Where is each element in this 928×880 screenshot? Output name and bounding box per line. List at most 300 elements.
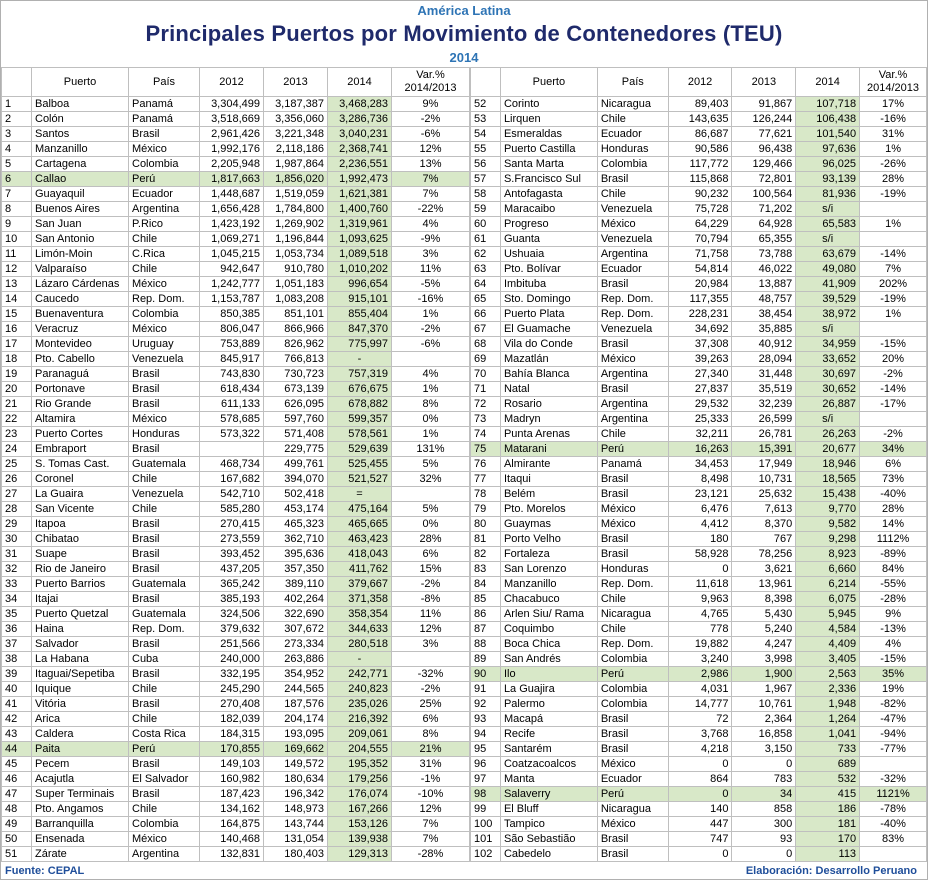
cell-port: Puerto Castilla bbox=[500, 142, 597, 157]
cell-2013: 402,264 bbox=[264, 592, 328, 607]
cell-2013: 193,095 bbox=[264, 727, 328, 742]
cell-port: S. Tomas Cast. bbox=[32, 457, 129, 472]
cell-2014: 1,400,760 bbox=[328, 202, 392, 217]
cell-port: Montevideo bbox=[32, 337, 129, 352]
cell-2012: 182,039 bbox=[200, 712, 264, 727]
cell-2012: 1,992,176 bbox=[200, 142, 264, 157]
cell-country: Ecuador bbox=[597, 262, 668, 277]
cell-country: Perú bbox=[597, 442, 668, 457]
cell-rank: 60 bbox=[471, 217, 501, 232]
cell-2013: 673,139 bbox=[264, 382, 328, 397]
cell-2012: 228,231 bbox=[668, 307, 732, 322]
cell-2013: 78,256 bbox=[732, 547, 796, 562]
cell-2013: 322,690 bbox=[264, 607, 328, 622]
col-var-header-line1: Var.% bbox=[416, 69, 445, 81]
cell-rank: 13 bbox=[2, 277, 32, 292]
cell-port: Haina bbox=[32, 622, 129, 637]
cell-var: 84% bbox=[860, 562, 927, 577]
cell-2012: 132,831 bbox=[200, 847, 264, 862]
cell-2012: 437,205 bbox=[200, 562, 264, 577]
table-row bbox=[471, 727, 927, 742]
table-row bbox=[471, 157, 927, 172]
cell-var: -15% bbox=[860, 652, 927, 667]
ports-table-right bbox=[470, 67, 927, 862]
cell-rank: 97 bbox=[471, 772, 501, 787]
cell-rank: 67 bbox=[471, 322, 501, 337]
cell-country: Brasil bbox=[597, 472, 668, 487]
cell-rank: 69 bbox=[471, 352, 501, 367]
table-row bbox=[2, 847, 470, 862]
cell-country: Colombia bbox=[129, 307, 200, 322]
cell-port: Buenaventura bbox=[32, 307, 129, 322]
cell-2013: 31,448 bbox=[732, 367, 796, 382]
cell-port: Altamira bbox=[32, 412, 129, 427]
cell-port: Mazatlán bbox=[500, 352, 597, 367]
cell-2013: 0 bbox=[732, 847, 796, 862]
table-row bbox=[2, 682, 470, 697]
cell-2014: 49,080 bbox=[796, 262, 860, 277]
cell-2014: 415 bbox=[796, 787, 860, 802]
cell-2014: 96,025 bbox=[796, 157, 860, 172]
table-row bbox=[2, 277, 470, 292]
cell-2012: 70,794 bbox=[668, 232, 732, 247]
col-port-header: Puerto bbox=[32, 68, 129, 97]
cell-var: 12% bbox=[392, 802, 470, 817]
cell-var: 1% bbox=[392, 427, 470, 442]
cell-var: 13% bbox=[392, 157, 470, 172]
cell-2012: 4,765 bbox=[668, 607, 732, 622]
cell-2013: 73,788 bbox=[732, 247, 796, 262]
cell-var: -2% bbox=[860, 367, 927, 382]
cell-2012: 8,498 bbox=[668, 472, 732, 487]
cell-2014: 1,264 bbox=[796, 712, 860, 727]
cell-2014: 176,074 bbox=[328, 787, 392, 802]
cell-country: Chile bbox=[129, 682, 200, 697]
cell-port: Recife bbox=[500, 727, 597, 742]
cell-2012: 251,566 bbox=[200, 637, 264, 652]
cell-2012: 332,195 bbox=[200, 667, 264, 682]
cell-rank: 55 bbox=[471, 142, 501, 157]
cell-port: Lirquen bbox=[500, 112, 597, 127]
cell-rank: 98 bbox=[471, 787, 501, 802]
cell-2014: 689 bbox=[796, 757, 860, 772]
cell-var: 9% bbox=[860, 607, 927, 622]
cell-var: -2% bbox=[392, 112, 470, 127]
cell-2013: 307,672 bbox=[264, 622, 328, 637]
table-row bbox=[471, 142, 927, 157]
cell-var: 34% bbox=[860, 442, 927, 457]
cell-2012: 134,162 bbox=[200, 802, 264, 817]
cell-2014: 4,584 bbox=[796, 622, 860, 637]
cell-var: -32% bbox=[860, 772, 927, 787]
cell-port: Colón bbox=[32, 112, 129, 127]
cell-port: Puerto Quetzal bbox=[32, 607, 129, 622]
table-row bbox=[2, 292, 470, 307]
cell-rank: 94 bbox=[471, 727, 501, 742]
cell-port: Rio Grande bbox=[32, 397, 129, 412]
cell-var: 131% bbox=[392, 442, 470, 457]
cell-var: -16% bbox=[392, 292, 470, 307]
table-row bbox=[2, 532, 470, 547]
cell-var: 6% bbox=[392, 547, 470, 562]
cell-country: Chile bbox=[597, 187, 668, 202]
table-row bbox=[2, 307, 470, 322]
cell-country: Argentina bbox=[597, 412, 668, 427]
cell-var: -55% bbox=[860, 577, 927, 592]
cell-2013: 1,900 bbox=[732, 667, 796, 682]
cell-port: Ilo bbox=[500, 667, 597, 682]
cell-country: México bbox=[597, 352, 668, 367]
cell-country: Cuba bbox=[129, 652, 200, 667]
cell-port: Pto. Cabello bbox=[32, 352, 129, 367]
cell-2014: 757,319 bbox=[328, 367, 392, 382]
cell-var: 15% bbox=[392, 562, 470, 577]
cell-2014: 30,652 bbox=[796, 382, 860, 397]
cell-port: Caucedo bbox=[32, 292, 129, 307]
cell-country: Chile bbox=[597, 622, 668, 637]
cell-2012: 578,685 bbox=[200, 412, 264, 427]
cell-port: Santa Marta bbox=[500, 157, 597, 172]
cell-rank: 24 bbox=[2, 442, 32, 457]
table-row bbox=[471, 337, 927, 352]
cell-port: Itapoa bbox=[32, 517, 129, 532]
cell-var: -78% bbox=[860, 802, 927, 817]
cell-rank: 1 bbox=[2, 97, 32, 112]
cell-2012: 864 bbox=[668, 772, 732, 787]
col-var-header bbox=[392, 68, 470, 97]
cell-2012: 942,647 bbox=[200, 262, 264, 277]
cell-rank: 56 bbox=[471, 157, 501, 172]
cell-var: -19% bbox=[860, 187, 927, 202]
cell-2012: 71,758 bbox=[668, 247, 732, 262]
cell-2013: 7,613 bbox=[732, 502, 796, 517]
cell-2012: 747 bbox=[668, 832, 732, 847]
cell-rank: 86 bbox=[471, 607, 501, 622]
cell-country: México bbox=[129, 277, 200, 292]
cell-2012: 3,240 bbox=[668, 652, 732, 667]
cell-port: Santarém bbox=[500, 742, 597, 757]
cell-rank: 91 bbox=[471, 682, 501, 697]
cell-2014: 1,089,518 bbox=[328, 247, 392, 262]
cell-port: Natal bbox=[500, 382, 597, 397]
cell-2014: 181 bbox=[796, 817, 860, 832]
cell-port: Coronel bbox=[32, 472, 129, 487]
cell-2012: 270,415 bbox=[200, 517, 264, 532]
cell-var: 35% bbox=[860, 667, 927, 682]
table-row bbox=[471, 247, 927, 262]
cell-country: Brasil bbox=[129, 382, 200, 397]
cell-2013: 4,247 bbox=[732, 637, 796, 652]
cell-2014: 33,652 bbox=[796, 352, 860, 367]
cell-2014: 529,639 bbox=[328, 442, 392, 457]
table-row bbox=[2, 157, 470, 172]
cell-2013: 502,418 bbox=[264, 487, 328, 502]
cell-2012: 468,734 bbox=[200, 457, 264, 472]
cell-port: Paranaguá bbox=[32, 367, 129, 382]
cell-2014: 371,358 bbox=[328, 592, 392, 607]
cell-var: 5% bbox=[392, 457, 470, 472]
cell-rank: 22 bbox=[2, 412, 32, 427]
table-row bbox=[2, 652, 470, 667]
cell-port: Manta bbox=[500, 772, 597, 787]
cell-port: Puerto Cortes bbox=[32, 427, 129, 442]
cell-var: -32% bbox=[392, 667, 470, 682]
cell-rank: 43 bbox=[2, 727, 32, 742]
cell-2012: 75,728 bbox=[668, 202, 732, 217]
cell-2013: 300 bbox=[732, 817, 796, 832]
cell-2014: 209,061 bbox=[328, 727, 392, 742]
cell-2013: 64,928 bbox=[732, 217, 796, 232]
cell-port: Macapá bbox=[500, 712, 597, 727]
table-row bbox=[471, 652, 927, 667]
cell-country: Brasil bbox=[129, 637, 200, 652]
cell-country: Venezuela bbox=[597, 202, 668, 217]
cell-rank: 18 bbox=[2, 352, 32, 367]
cell-port: Pto. Morelos bbox=[500, 502, 597, 517]
cell-rank: 46 bbox=[2, 772, 32, 787]
cell-country: Colombia bbox=[129, 817, 200, 832]
cell-rank: 21 bbox=[2, 397, 32, 412]
cell-country: México bbox=[129, 142, 200, 157]
table-row bbox=[471, 577, 927, 592]
cell-country: Venezuela bbox=[597, 232, 668, 247]
cell-rank: 54 bbox=[471, 127, 501, 142]
cell-2014: 676,675 bbox=[328, 382, 392, 397]
cell-port: Guaymas bbox=[500, 517, 597, 532]
cell-var: 28% bbox=[860, 502, 927, 517]
cell-2013: 244,565 bbox=[264, 682, 328, 697]
table-row bbox=[471, 532, 927, 547]
cell-port: Progreso bbox=[500, 217, 597, 232]
cell-2012: 143,635 bbox=[668, 112, 732, 127]
cell-rank: 42 bbox=[2, 712, 32, 727]
cell-2012: 72 bbox=[668, 712, 732, 727]
cell-2014: 65,583 bbox=[796, 217, 860, 232]
cell-2012: 86,687 bbox=[668, 127, 732, 142]
table-row bbox=[471, 667, 927, 682]
table-row bbox=[2, 742, 470, 757]
cell-2013: 866,966 bbox=[264, 322, 328, 337]
table-row bbox=[2, 127, 470, 142]
cell-port: El Bluff bbox=[500, 802, 597, 817]
cell-rank: 58 bbox=[471, 187, 501, 202]
cell-rank: 38 bbox=[2, 652, 32, 667]
cell-2013: 187,576 bbox=[264, 697, 328, 712]
cell-var: -19% bbox=[860, 292, 927, 307]
table-row bbox=[471, 382, 927, 397]
cell-2012: 573,322 bbox=[200, 427, 264, 442]
cell-port: Porto Velho bbox=[500, 532, 597, 547]
cell-rank: 37 bbox=[2, 637, 32, 652]
cell-country: México bbox=[129, 832, 200, 847]
cell-2013: 77,621 bbox=[732, 127, 796, 142]
cell-rank: 17 bbox=[2, 337, 32, 352]
cell-rank: 5 bbox=[2, 157, 32, 172]
cell-var: -9% bbox=[392, 232, 470, 247]
cell-rank: 88 bbox=[471, 637, 501, 652]
table-row bbox=[2, 217, 470, 232]
col-port-header: Puerto bbox=[500, 68, 597, 97]
cell-var: 6% bbox=[860, 457, 927, 472]
cell-2013: 26,781 bbox=[732, 427, 796, 442]
cell-port: Coquimbo bbox=[500, 622, 597, 637]
cell-2012: 1,656,428 bbox=[200, 202, 264, 217]
table-row bbox=[471, 322, 927, 337]
table-row bbox=[471, 202, 927, 217]
cell-2013: 3,150 bbox=[732, 742, 796, 757]
cell-country: Brasil bbox=[597, 742, 668, 757]
table-row bbox=[471, 427, 927, 442]
col-2013-header: 2013 bbox=[732, 68, 796, 97]
cell-2013: 362,710 bbox=[264, 532, 328, 547]
cell-rank: 99 bbox=[471, 802, 501, 817]
cell-2013: 3,221,348 bbox=[264, 127, 328, 142]
cell-var: -94% bbox=[860, 727, 927, 742]
table-row bbox=[471, 817, 927, 832]
cell-port: Esmeraldas bbox=[500, 127, 597, 142]
cell-rank: 28 bbox=[2, 502, 32, 517]
cell-country: Colombia bbox=[597, 697, 668, 712]
cell-2013: 32,239 bbox=[732, 397, 796, 412]
cell-2013: 5,430 bbox=[732, 607, 796, 622]
cell-2014: 280,518 bbox=[328, 637, 392, 652]
cell-2012: 611,133 bbox=[200, 397, 264, 412]
table-row bbox=[2, 517, 470, 532]
cell-port: Rio de Janeiro bbox=[32, 562, 129, 577]
cell-2012: 54,814 bbox=[668, 262, 732, 277]
cell-2013: 72,801 bbox=[732, 172, 796, 187]
cell-var: -2% bbox=[392, 682, 470, 697]
col-country-header: País bbox=[597, 68, 668, 97]
cell-rank: 80 bbox=[471, 517, 501, 532]
cell-rank: 90 bbox=[471, 667, 501, 682]
cell-2013: 3,998 bbox=[732, 652, 796, 667]
cell-2012: 1,242,777 bbox=[200, 277, 264, 292]
cell-country: Brasil bbox=[597, 277, 668, 292]
cell-port: Maracaibo bbox=[500, 202, 597, 217]
table-row bbox=[471, 232, 927, 247]
cell-2014: s/i bbox=[796, 202, 860, 217]
cell-port: San Antonio bbox=[32, 232, 129, 247]
cell-var: 12% bbox=[392, 142, 470, 157]
cell-2014: 379,667 bbox=[328, 577, 392, 592]
credit-note: Elaboración: Desarrollo Peruano bbox=[745, 865, 917, 877]
cell-2014: 15,438 bbox=[796, 487, 860, 502]
cell-2013: 730,723 bbox=[264, 367, 328, 382]
table-row bbox=[2, 352, 470, 367]
cell-rank: 74 bbox=[471, 427, 501, 442]
cell-port: Ushuaia bbox=[500, 247, 597, 262]
cell-var: 0% bbox=[392, 412, 470, 427]
cell-port: Buenos Aires bbox=[32, 202, 129, 217]
cell-rank: 82 bbox=[471, 547, 501, 562]
cell-rank: 23 bbox=[2, 427, 32, 442]
cell-port: Coatzacoalcos bbox=[500, 757, 597, 772]
table-row bbox=[471, 712, 927, 727]
cell-country: Venezuela bbox=[129, 352, 200, 367]
table-row bbox=[471, 472, 927, 487]
cell-2013: 180,403 bbox=[264, 847, 328, 862]
cell-2013: 597,760 bbox=[264, 412, 328, 427]
cell-rank: 52 bbox=[471, 97, 501, 112]
table-row bbox=[2, 442, 470, 457]
cell-port: Sto. Domingo bbox=[500, 292, 597, 307]
cell-2012: 0 bbox=[668, 757, 732, 772]
cell-2014: 9,770 bbox=[796, 502, 860, 517]
col-num-header bbox=[2, 68, 32, 97]
cell-country: El Salvador bbox=[129, 772, 200, 787]
cell-2014: 475,164 bbox=[328, 502, 392, 517]
cell-country: Brasil bbox=[129, 367, 200, 382]
cell-2012: 6,476 bbox=[668, 502, 732, 517]
cell-var: 1121% bbox=[860, 787, 927, 802]
cell-var: 1% bbox=[860, 217, 927, 232]
cell-rank: 47 bbox=[2, 787, 32, 802]
table-row bbox=[471, 172, 927, 187]
cell-country: Brasil bbox=[129, 547, 200, 562]
cell-rank: 29 bbox=[2, 517, 32, 532]
cell-2014: 3,405 bbox=[796, 652, 860, 667]
cell-2014: 344,633 bbox=[328, 622, 392, 637]
cell-rank: 7 bbox=[2, 187, 32, 202]
cell-2012: 58,928 bbox=[668, 547, 732, 562]
cell-rank: 85 bbox=[471, 592, 501, 607]
cell-2014: 1,992,473 bbox=[328, 172, 392, 187]
cell-2014: 186 bbox=[796, 802, 860, 817]
cell-rank: 49 bbox=[2, 817, 32, 832]
cell-2014: 4,409 bbox=[796, 637, 860, 652]
cell-2013: 35,885 bbox=[732, 322, 796, 337]
cell-rank: 36 bbox=[2, 622, 32, 637]
cell-port: La Guajira bbox=[500, 682, 597, 697]
cell-country: Brasil bbox=[129, 592, 200, 607]
cell-port: Itaqui bbox=[500, 472, 597, 487]
cell-var: -6% bbox=[392, 127, 470, 142]
cell-port: Matarani bbox=[500, 442, 597, 457]
cell-2014: 996,654 bbox=[328, 277, 392, 292]
cell-rank: 4 bbox=[2, 142, 32, 157]
cell-2012: 20,984 bbox=[668, 277, 732, 292]
cell-2012: 0 bbox=[668, 847, 732, 862]
cell-2012: 187,423 bbox=[200, 787, 264, 802]
cell-rank: 78 bbox=[471, 487, 501, 502]
cell-2014: 101,540 bbox=[796, 127, 860, 142]
cell-2012: 90,586 bbox=[668, 142, 732, 157]
cell-2013: 25,632 bbox=[732, 487, 796, 502]
cell-2013: 196,342 bbox=[264, 787, 328, 802]
cell-port: Lázaro Cárdenas bbox=[32, 277, 129, 292]
table-row bbox=[2, 637, 470, 652]
table-row bbox=[471, 847, 927, 862]
cell-var: 0% bbox=[392, 517, 470, 532]
cell-rank: 66 bbox=[471, 307, 501, 322]
cell-2014: 3,468,283 bbox=[328, 97, 392, 112]
cell-2012: 753,889 bbox=[200, 337, 264, 352]
table-row bbox=[471, 682, 927, 697]
cell-2012: 806,047 bbox=[200, 322, 264, 337]
cell-country: Chile bbox=[597, 592, 668, 607]
cell-rank: 61 bbox=[471, 232, 501, 247]
cell-rank: 102 bbox=[471, 847, 501, 862]
col-2013-header: 2013 bbox=[264, 68, 328, 97]
cell-2012: 618,434 bbox=[200, 382, 264, 397]
cell-country: Chile bbox=[129, 232, 200, 247]
cell-rank: 40 bbox=[2, 682, 32, 697]
cell-2013: 453,174 bbox=[264, 502, 328, 517]
cell-2012: 3,768 bbox=[668, 727, 732, 742]
cell-2013: 148,973 bbox=[264, 802, 328, 817]
cell-country: Chile bbox=[129, 802, 200, 817]
